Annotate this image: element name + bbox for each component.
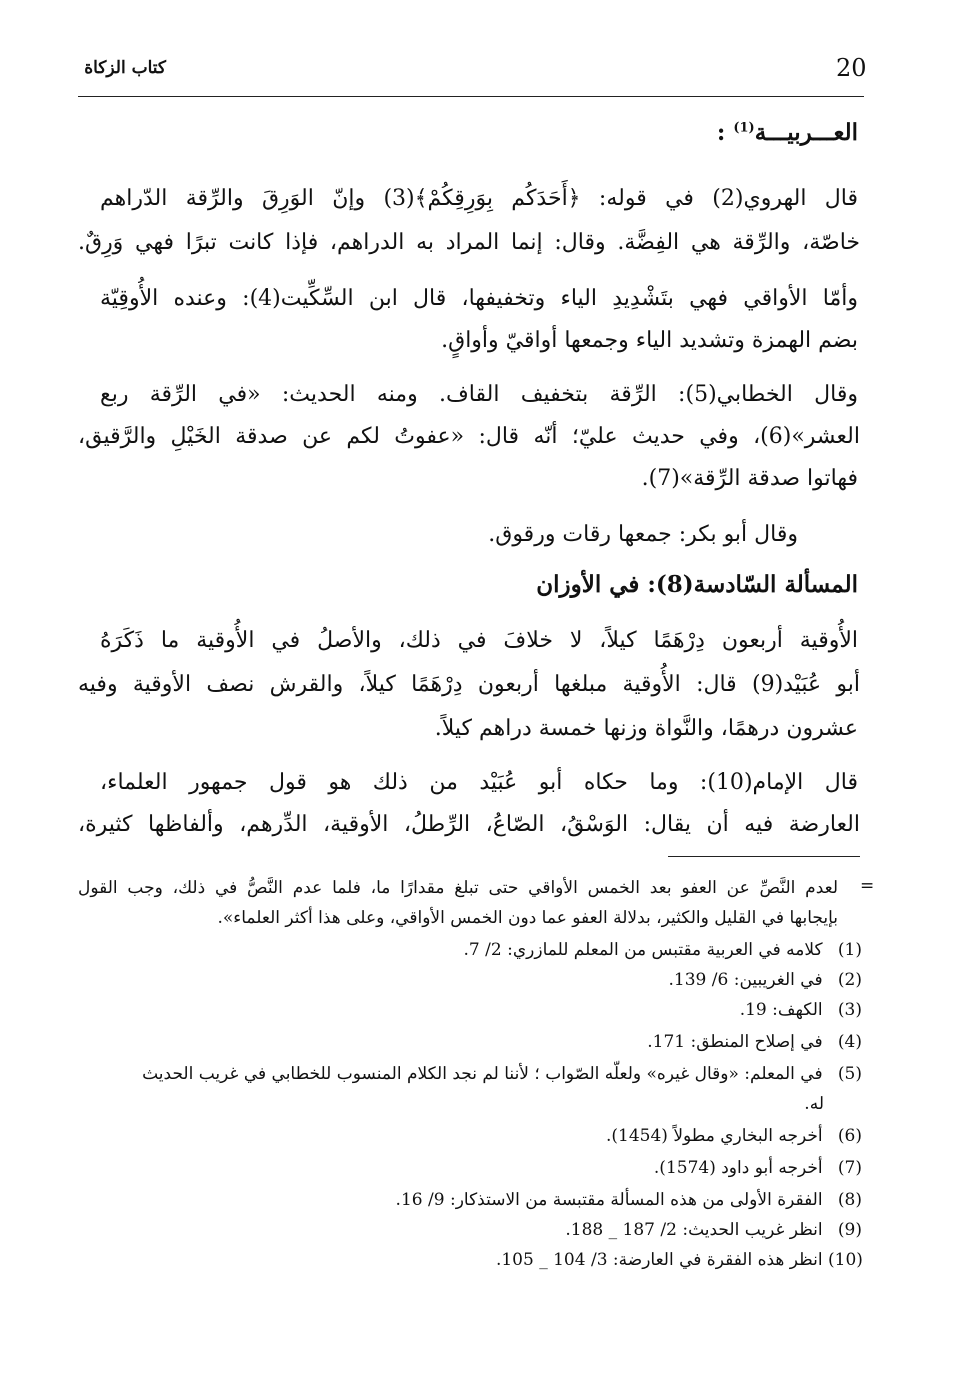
paragraph-line: الأُوقية أربعون دِرْهَمًا كيلاً، لا خلافَ في ذلك، والأصلُ في الأُوقية ما ذَكَرَهُ — [100, 628, 858, 653]
paragraph-line: العشر»(6)، وفي حديث عليّ؛ أنّه قال: «عفوتُ لكم عن صدقة الخَيْلِ والرَّقيق، — [78, 424, 860, 449]
footnote-text: أخرجه أبو داود (1574). — [653, 1158, 823, 1178]
running-header-title: كتاب الزكاة — [84, 58, 166, 78]
footnote-item — [78, 1062, 862, 1086]
footnote-item — [78, 1156, 862, 1180]
footnote-number: (2) — [837, 970, 862, 990]
footnote-number: (7) — [837, 1158, 862, 1178]
footnote-item — [78, 1124, 862, 1148]
footnote-number: (6) — [837, 1126, 862, 1146]
footnote-number: (4) — [837, 1032, 862, 1052]
paragraph-line: عشرون درهمًا، والنَّواة وزنها خمسة دراهم كيلاً. — [434, 716, 858, 741]
paragraph-line: العارضة فيه أن يقال: الوَسْقُ، الصّاعُ، الرِّطلُ، الأوقية، الدِّرهم، وألفاظها كثيرة، — [78, 812, 860, 837]
section-heading-masala: المسألة السّادسة(8): في الأوزان — [536, 571, 858, 598]
paragraph-line: وقال الخطابي(5): الرِّقة بتخفيف القاف. ومنه الحديث: «في الرِّقة ربع — [100, 382, 858, 407]
footnote-item — [78, 1218, 862, 1242]
footnote-item — [78, 1188, 862, 1212]
page-number: 20 — [836, 54, 867, 82]
paragraph-line: خاصّة، والرِّقة هي الفِضَّة. وقال: إنما المراد به الدراهم، فإذا كانت تبرًا فهي وَرِقٌ. — [78, 230, 860, 255]
footnote-item — [78, 998, 862, 1022]
footnote-number: (10) — [828, 1250, 863, 1270]
paragraph-line: أبو عُبَيْد(9) قال: الأُوقية مبلغها أربعون دِرْهَمًا كيلاً، والقرش نصف الأوقية وفيه — [78, 672, 860, 697]
paragraph-line: بضم الهمزة وتشديد الياء وجمعها أواقيّ وأواقٍ. — [441, 328, 858, 353]
footnote-text: انظر غريب الحديث: 2/ 187 _ 188. — [565, 1220, 823, 1240]
footnote-text: انظر هذه الفقرة في العارضة: 3/ 104 _ 105. — [495, 1250, 823, 1270]
heading-colon: : — [716, 119, 726, 146]
footnote-item — [78, 1248, 862, 1272]
footnote-number: (3) — [837, 1000, 862, 1020]
footnote-item — [78, 1030, 862, 1054]
heading-text: العـــربيـــة — [754, 119, 858, 146]
footnote-number: (8) — [837, 1190, 862, 1210]
footnote-text: الفقرة الأولى من هذه المسألة مقتبسة من الاستذكار: 9/ 16. — [395, 1190, 823, 1210]
paragraph-line: قال الهروي(2) في قوله: ﴿أَحَدَكُم بِوَرِقِكُمْ﴾(3) وإنّ الوَرِقَ والرِّقة الدّراهم — [100, 186, 858, 211]
footnote-number: (5) — [837, 1064, 862, 1084]
footnote-text: كلامه في العربية مقتبس من المعلم للمازري: 2/ 7. — [463, 940, 823, 960]
footnote-ref: (1) — [733, 120, 755, 136]
footnote-continuation-mark: = — [860, 876, 875, 896]
footnote-text: الكهف: 19. — [739, 1000, 823, 1020]
footnote-item — [78, 938, 862, 962]
footnote-text: أخرجه البخاري مطولاً (1454). — [605, 1126, 823, 1146]
header-divider — [78, 96, 864, 97]
footnote-divider — [668, 856, 860, 857]
footnote-item — [78, 968, 862, 992]
footnote-continuation-line: بإيجابها في القليل والكثير، بدلالة العفو عما دون الخمس الأواقي، وعلى هذا أكثر العلماء». — [217, 908, 838, 928]
footnote-text: في إصلاح المنطق: 171. — [647, 1032, 823, 1052]
paragraph-line: فهاتوا صدقة الرِّقة»(7). — [641, 466, 858, 491]
section-heading-arabiya — [78, 118, 858, 148]
footnote-number: (1) — [837, 940, 862, 960]
footnote-item-continuation: له. — [804, 1094, 824, 1114]
footnote-text: في الغريبين: 6/ 139. — [668, 970, 823, 990]
paragraph-line: وقال أبو بكر: جمعها رقات ورقوق. — [488, 522, 798, 547]
footnote-continuation-line: لعدم النَّصِّ عن العفو بعد الخمس الأواقي حتى تبلغ مقدارًا ما، فلما عدم النَّصُّ في ذلك، وجب القول — [78, 878, 838, 898]
paragraph-line: قال الإمام(10): وما حكاه أبو عُبَيْد من ذلك هو قول جمهور العلماء، — [100, 770, 858, 795]
footnote-text: في المعلم: «وقال غيره» ولعلّه الصّواب ؛ لأننا لم نجد الكلام المنسوب للخطابي في غريب الحديث — [142, 1064, 823, 1084]
footnote-number: (9) — [837, 1220, 862, 1240]
paragraph-line: وأمّا الأواقي فهي بتَشْدِيدِ الياء وتخفيفها، قال ابن السِّكِّيت(4): وعنده الأُوقِيّة — [100, 286, 858, 311]
